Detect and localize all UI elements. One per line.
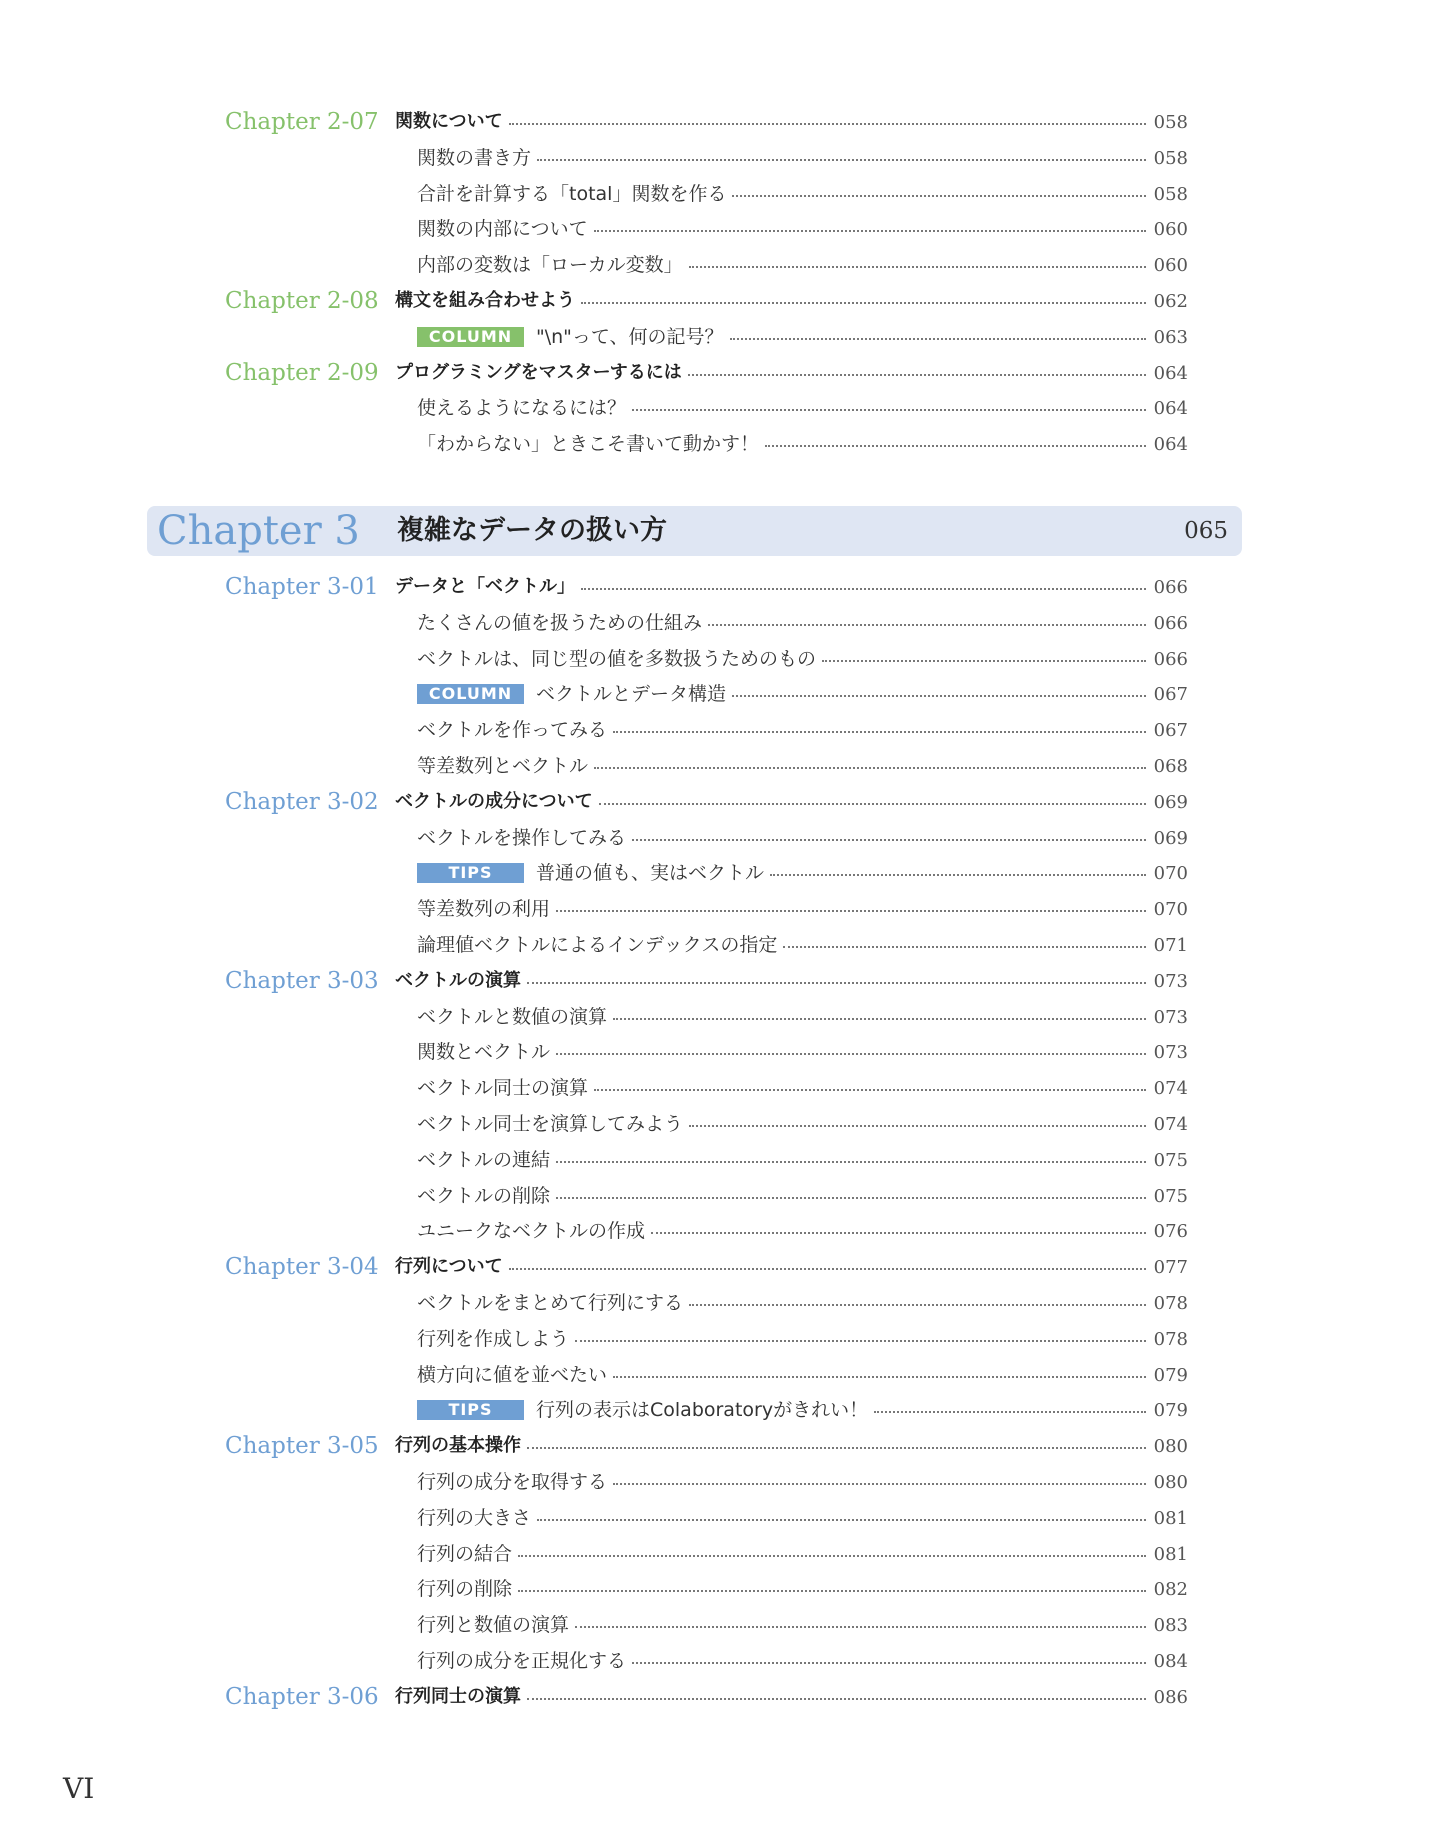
section-number: Chapter 2-08 [225, 288, 379, 314]
toc-entry [417, 250, 1188, 280]
entry-title: たくさんの値を扱うための仕組み [417, 612, 703, 634]
page-number: 064 [1153, 433, 1188, 455]
entry-title: ベクトル同士の演算 [417, 1077, 589, 1099]
toc-entry [417, 1324, 1188, 1354]
section-number: Chapter 2-09 [225, 360, 379, 386]
toc-entry [395, 286, 1188, 316]
section-number: Chapter 3-02 [225, 789, 379, 815]
dot-leader [688, 374, 1146, 376]
page-number: 075 [1153, 1149, 1188, 1171]
dot-leader [613, 1018, 1146, 1020]
page-number: 066 [1153, 576, 1188, 598]
toc-entry [417, 1395, 1188, 1425]
toc-entry [417, 644, 1188, 674]
page-number: 078 [1153, 1292, 1188, 1314]
toc-entry [417, 715, 1188, 745]
toc-section-row[interactable] [0, 787, 1433, 817]
dot-leader [651, 1232, 1146, 1234]
page-number: 081 [1153, 1507, 1188, 1529]
toc-subsection-row[interactable] [0, 1073, 1433, 1103]
dot-leader [537, 159, 1146, 161]
entry-title: 行列の成分を正規化する [417, 1650, 627, 1672]
chapter-page-number: 065 [1184, 518, 1228, 544]
page-number: 076 [1153, 1220, 1188, 1242]
entry-title: 等差数列とベクトル [417, 755, 589, 777]
dot-leader [770, 874, 1146, 876]
page-number: 067 [1153, 719, 1188, 741]
toc-subsection-row[interactable] [0, 751, 1433, 781]
page-number: 079 [1153, 1399, 1188, 1421]
toc-subsection-row[interactable] [0, 1324, 1433, 1354]
entry-title: 普通の値も、実はベクトル [536, 862, 765, 884]
toc-subsection-row[interactable] [0, 930, 1433, 960]
page-number: 064 [1153, 397, 1188, 419]
entry-title: 内部の変数は「ローカル変数」 [417, 254, 683, 276]
entry-title: 等差数列の利用 [417, 898, 551, 920]
page-number: 078 [1153, 1328, 1188, 1350]
page-number: 073 [1153, 1006, 1188, 1028]
toc-subsection-row[interactable] [0, 679, 1433, 709]
toc-entry [395, 572, 1188, 602]
entry-title: ベクトルをまとめて行列にする [417, 1292, 684, 1314]
toc-subsection-row[interactable] [0, 214, 1433, 244]
entry-title: 行列の削除 [417, 1578, 513, 1600]
toc-entry [417, 1610, 1188, 1640]
page-number: 069 [1153, 827, 1188, 849]
toc-entry [417, 1109, 1188, 1139]
toc-subsection-row[interactable] [0, 179, 1433, 209]
dot-leader [632, 409, 1146, 411]
dot-leader [632, 1662, 1146, 1664]
entry-title: ベクトルと数値の演算 [417, 1006, 608, 1028]
toc-entry [417, 858, 1188, 888]
dot-leader [732, 195, 1146, 197]
section-number: Chapter 3-05 [225, 1433, 379, 1459]
dot-leader [613, 731, 1146, 733]
entry-title: 関数の書き方 [417, 147, 532, 169]
toc-subsection-row[interactable] [0, 1539, 1433, 1569]
page-number: 074 [1153, 1113, 1188, 1135]
dot-leader [599, 803, 1146, 805]
toc-subsection-row[interactable] [0, 1288, 1433, 1318]
column-badge: COLUMN [417, 327, 524, 347]
page-number: 077 [1153, 1256, 1188, 1278]
toc-entry [417, 393, 1188, 423]
entry-title: 横方向に値を並べたい [417, 1364, 608, 1386]
toc-entry [417, 429, 1188, 459]
page-number: 069 [1153, 791, 1188, 813]
page-number: 058 [1153, 111, 1188, 133]
page-number: 086 [1153, 1686, 1188, 1708]
page-number: 066 [1153, 612, 1188, 634]
entry-title: 行列同士の演算 [395, 1686, 521, 1707]
toc-entry [417, 1539, 1188, 1569]
toc-subsection-row[interactable] [0, 644, 1433, 674]
toc-section-row[interactable] [0, 1431, 1433, 1461]
toc-subsection-row[interactable] [0, 1503, 1433, 1533]
dot-leader [527, 982, 1146, 984]
tips-badge: TIPS [417, 863, 524, 883]
dot-leader [581, 588, 1146, 590]
toc-section-row[interactable] [0, 107, 1433, 137]
page-number: 080 [1153, 1471, 1188, 1493]
page-number: 073 [1153, 1041, 1188, 1063]
dot-leader [575, 1340, 1146, 1342]
toc-entry [417, 1216, 1188, 1246]
toc-section-row[interactable] [0, 572, 1433, 602]
toc-section-row[interactable] [0, 1252, 1433, 1282]
dot-leader [556, 910, 1146, 912]
page-number: 070 [1153, 862, 1188, 884]
toc-subsection-row[interactable] [0, 1109, 1433, 1139]
entry-title: ベクトルは、同じ型の値を多数扱うためのもの [417, 648, 817, 670]
toc-entry [417, 1288, 1188, 1318]
entry-title: 使えるようになるには？ [417, 397, 627, 419]
entry-title: 行列の大きさ [417, 1507, 532, 1529]
toc-entry [417, 751, 1188, 781]
toc-subsection-row[interactable] [0, 1610, 1433, 1640]
toc-entry [417, 823, 1188, 853]
page-number: 082 [1153, 1578, 1188, 1600]
entry-title: ベクトルとデータ構造 [536, 683, 727, 705]
dot-leader [575, 1626, 1146, 1628]
dot-leader [594, 230, 1146, 232]
toc-subsection-row[interactable] [0, 894, 1433, 924]
toc-entry [417, 1360, 1188, 1390]
toc-subsection-row[interactable] [0, 1467, 1433, 1497]
column-badge: COLUMN [417, 684, 524, 704]
dot-leader [509, 1268, 1146, 1270]
toc-subsection-row[interactable] [0, 393, 1433, 423]
section-number: Chapter 2-07 [225, 109, 379, 135]
page-number: 071 [1153, 934, 1188, 956]
section-number: Chapter 3-06 [225, 1684, 379, 1710]
page-number: 067 [1153, 683, 1188, 705]
dot-leader [581, 302, 1146, 304]
toc-entry [417, 1073, 1188, 1103]
toc-entry [417, 679, 1188, 709]
page-number: 079 [1153, 1364, 1188, 1386]
toc-entry [395, 358, 1188, 388]
dot-leader [765, 445, 1146, 447]
toc-entry [417, 1145, 1188, 1175]
entry-title: ベクトルの削除 [417, 1185, 551, 1207]
toc-subsection-row[interactable] [0, 250, 1433, 280]
dot-leader [689, 1125, 1146, 1127]
dot-leader [632, 839, 1146, 841]
entry-title: 行列の成分を取得する [417, 1471, 608, 1493]
page-number: 070 [1153, 898, 1188, 920]
entry-title: ユニークなベクトルの作成 [417, 1220, 646, 1242]
toc-entry [417, 1181, 1188, 1211]
dot-leader [518, 1590, 1146, 1592]
page-number: 073 [1153, 970, 1188, 992]
entry-title: データと「ベクトル」 [395, 576, 575, 597]
entry-title: "\n"って、何の記号？ [536, 326, 724, 348]
entry-title: 行列の表示はColaboratoryがきれい！ [536, 1399, 869, 1421]
entry-title: ベクトルの演算 [395, 970, 521, 991]
entry-title: 行列の結合 [417, 1543, 513, 1565]
dot-leader [509, 123, 1146, 125]
page-number: 058 [1153, 183, 1188, 205]
entry-title: 「わからない」ときこそ書いて動かす！ [417, 433, 760, 455]
entry-title: 行列の基本操作 [395, 1435, 521, 1456]
toc-entry [395, 1431, 1188, 1461]
page-number: 064 [1153, 362, 1188, 384]
entry-title: 行列について [395, 1256, 503, 1277]
toc-subsection-row[interactable] [0, 1646, 1433, 1676]
page-folio: VI [63, 1772, 95, 1805]
page-number: 060 [1153, 218, 1188, 240]
toc-section-row[interactable] [0, 1682, 1433, 1712]
dot-leader [689, 266, 1146, 268]
toc-subsection-row[interactable] [0, 823, 1433, 853]
chapter-title: 複雑なデータの扱い方 [397, 515, 667, 546]
dot-leader [730, 338, 1146, 340]
section-number: Chapter 3-03 [225, 968, 379, 994]
entry-title: プログラミングをマスターするには [395, 362, 682, 383]
page-number: 075 [1153, 1185, 1188, 1207]
page-number: 083 [1153, 1614, 1188, 1636]
toc-entry [417, 143, 1188, 173]
entry-title: 関数について [395, 111, 503, 132]
toc-entry [417, 322, 1188, 352]
entry-title: 合計を計算する「total」関数を作る [417, 183, 727, 205]
toc-entry [417, 1467, 1188, 1497]
toc-entry [417, 1002, 1188, 1032]
toc-entry [417, 608, 1188, 638]
toc-entry [395, 1252, 1188, 1282]
toc-subsection-row[interactable] [0, 1574, 1433, 1604]
toc-subsection-row[interactable] [0, 429, 1433, 459]
page-number: 060 [1153, 254, 1188, 276]
toc-entry [417, 930, 1188, 960]
dot-leader [556, 1161, 1146, 1163]
section-number: Chapter 3-01 [225, 574, 379, 600]
entry-title: ベクトルを作ってみる [417, 719, 608, 741]
entry-title: 論理値ベクトルによるインデックスの指定 [417, 934, 778, 956]
entry-title: 関数とベクトル [417, 1041, 551, 1063]
toc-subsection-row[interactable] [0, 1037, 1433, 1067]
page-number: 074 [1153, 1077, 1188, 1099]
entry-title: ベクトルの連結 [417, 1149, 551, 1171]
dot-leader [732, 695, 1146, 697]
toc-subsection-row[interactable] [0, 143, 1433, 173]
dot-leader [594, 1089, 1146, 1091]
entry-title: ベクトル同士を演算してみよう [417, 1113, 684, 1135]
toc-entry [417, 1037, 1188, 1067]
chapter-number: Chapter 3 [157, 508, 360, 554]
chapter-3-header[interactable] [147, 506, 1242, 556]
toc-subsection-row[interactable] [0, 322, 1433, 352]
page-number: 068 [1153, 755, 1188, 777]
dot-leader [689, 1304, 1146, 1306]
dot-leader [822, 660, 1146, 662]
toc-entry [395, 966, 1188, 996]
page-number: 062 [1153, 290, 1188, 312]
section-number: Chapter 3-04 [225, 1254, 379, 1280]
toc-entry [395, 107, 1188, 137]
dot-leader [518, 1555, 1146, 1557]
entry-title: ベクトルを操作してみる [417, 827, 627, 849]
toc-subsection-row[interactable] [0, 1216, 1433, 1246]
toc-entry [417, 214, 1188, 244]
toc-entry [395, 787, 1188, 817]
toc-entry [395, 1682, 1188, 1712]
toc-subsection-row[interactable] [0, 608, 1433, 638]
toc-subsection-row[interactable] [0, 715, 1433, 745]
toc-entry [417, 1646, 1188, 1676]
dot-leader [556, 1053, 1146, 1055]
toc-section-row[interactable] [0, 358, 1433, 388]
dot-leader [708, 624, 1146, 626]
toc-entry [417, 179, 1188, 209]
toc-subsection-row[interactable] [0, 858, 1433, 888]
toc-subsection-row[interactable] [0, 1145, 1433, 1175]
entry-title: 関数の内部について [417, 218, 588, 240]
page-number: 063 [1153, 326, 1188, 348]
toc-section-row[interactable] [0, 966, 1433, 996]
tips-badge: TIPS [417, 1400, 524, 1420]
page-number: 080 [1153, 1435, 1188, 1457]
toc-subsection-row[interactable] [0, 1395, 1433, 1425]
dot-leader [556, 1197, 1146, 1199]
page-number: 084 [1153, 1650, 1188, 1672]
toc-entry [417, 1574, 1188, 1604]
toc-subsection-row[interactable] [0, 1360, 1433, 1390]
dot-leader [537, 1519, 1146, 1521]
toc-subsection-row[interactable] [0, 1002, 1433, 1032]
dot-leader [594, 767, 1146, 769]
toc-entry [417, 894, 1188, 924]
entry-title: ベクトルの成分について [395, 791, 593, 812]
toc-subsection-row[interactable] [0, 1181, 1433, 1211]
dot-leader [613, 1483, 1146, 1485]
toc-entry [417, 1503, 1188, 1533]
entry-title: 構文を組み合わせよう [395, 290, 575, 311]
entry-title: 行列を作成しよう [417, 1328, 570, 1350]
entry-title: 行列と数値の演算 [417, 1614, 570, 1636]
dot-leader [874, 1411, 1146, 1413]
page-number: 058 [1153, 147, 1188, 169]
dot-leader [783, 946, 1146, 948]
page-number: 066 [1153, 648, 1188, 670]
page-number: 081 [1153, 1543, 1188, 1565]
toc-section-row[interactable] [0, 286, 1433, 316]
dot-leader [527, 1447, 1146, 1449]
dot-leader [613, 1376, 1146, 1378]
dot-leader [527, 1698, 1146, 1700]
